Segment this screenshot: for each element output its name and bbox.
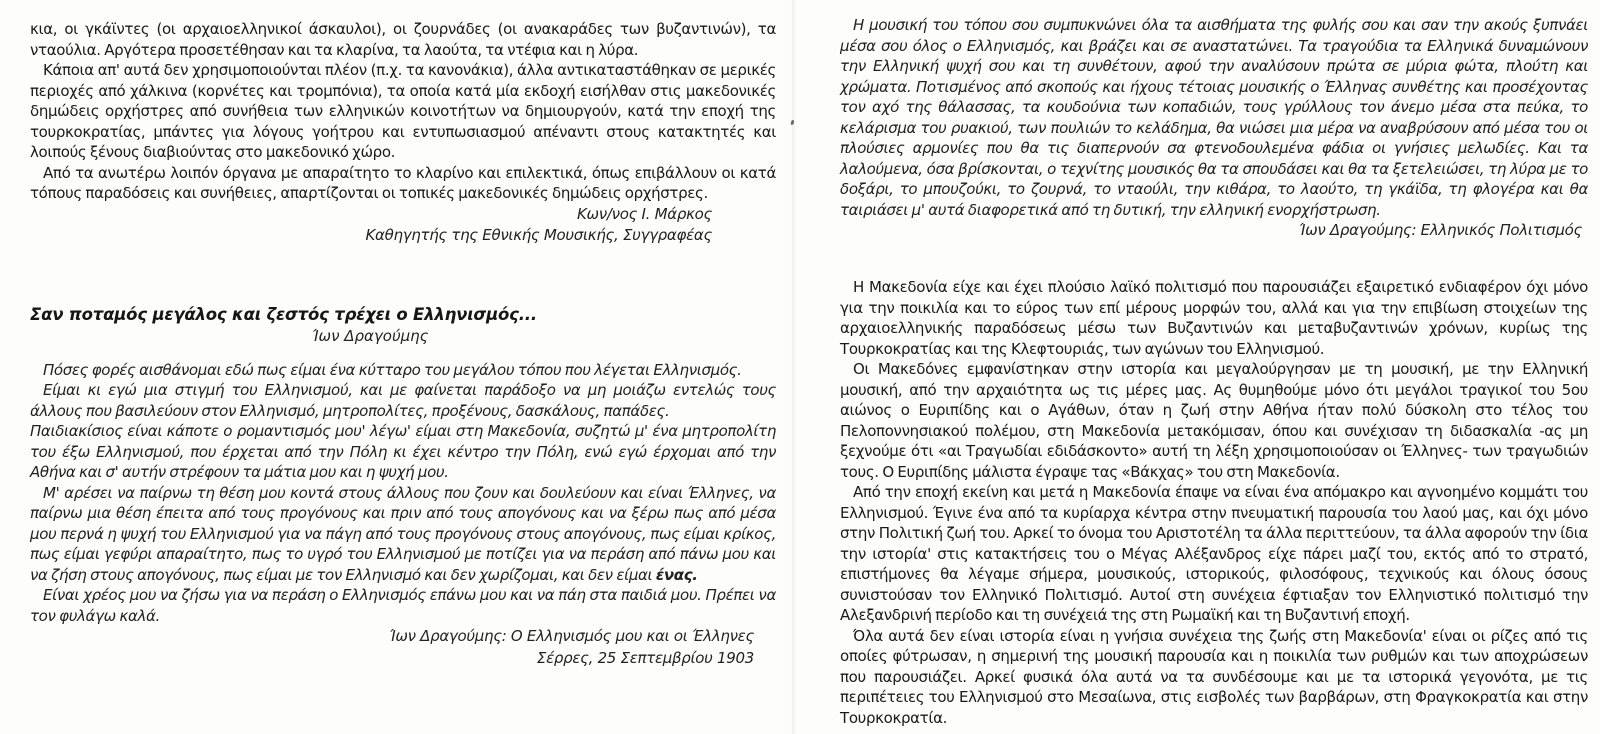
body-paragraph: Από την εποχή εκείνη και μετά η Μακεδονία έπαψε να είναι ένα απόμακρο και αγνοημένο κομμάτι του Ελληνισμού. Έγινε ένα από τα κυρίαρχα κέντρα στην πνευματική παρουσία του λαού μας, και όχι μόνο στην Πολιτική ζωή του. Αρκεί το όνομα του Αριστοτέλη τα άλλα περιττεύουν, τα άλλα αφορούν την ίδια την ιστορία' στις κατακτήσεις του ο Μέγας Αλέξανδρος είχε πάρει μαζί του, εκτός από το στρατό, επιστήμονες θα λέγαμε σήμερα, μουσικούς, ιστορικούς, φιλοσόφους, τεχνικούς και όλους όσους συνιστούσαν τον Ελληνικό Πολιτισμό. Αυτοί στη συνέχεια έφτιαξαν τον Ελληνιστικό πολιτισμό την Αλεξανδρινή περίοδο και τη συνέχειά της στη Ρωμαϊκή και τη Βυζαντινή εποχή. <box>840 483 1588 624</box>
quote-paragraph: Παιδιακίσιος είναι κάποτε ο ρομαντισμός μου' λέγω' είμαι στη Μακεδονία, συζητώ μ' ένα μητροπολίτη του έξω Ελληνισμού, που έρχεται από την Πόλη κι έχει κέντρο την Πόλη, ενώ εγώ έρχομαι από την Αθήνα και σ' αυτήν στρέφουν τα μάτια μου και η ψυχή μου. <box>30 422 776 481</box>
quote-paragraph: Πόσες φορές αισθάνομαι εδώ πως είμαι ένα κύτταρο του μεγάλου τόπου που λέγεται Ελληνισμός. <box>43 360 742 379</box>
quote-paragraph: Είμαι κι εγώ μια στιγμή του Ελληνισμού, και με φαίνεται παράδοξο να μη μοιάζω εντελώς τους άλλους που βασιλεύουν στον Ελληνισμό, μητροπολίτες, προξένους, δασκάλους, παπάδες. <box>30 381 776 420</box>
right-quote-paragraph: Η μουσική του τόπου σου συμπυκνώνει όλα τα αισθήματα της φυλής σου και σαν την ακούς ξυπνάει μέσα σου όλος ο Ελληνισμός, και βράζει και σε αναστατώνει. Τα τραγούδια τα Ελληνικά δυναμώνουν την Ελληνική ψυχή σου και τη συνθέτουν, αφού την αναλύσουν πρώτα σε μύρια φώτα, πλούτη και χρώματα. Ποτισμένος από σκοπούς και ήχους τέτοιας μουσικής ο Έλληνας συνθέτης και προσέχοντας τον αχό της θάλασσας, τα κουδούνια των κοπαδιών, τους γρύλλους τον άνεμο μέσα στα πεύκα, το κελάρισμα του ρυακιού, των πουλιών το κελάδημα, θα νιώσει μια μέρα να αναβρύσουν από μέσα του οι πλούσιες αρμονίες που θα τις διαπερνούν σα φτενοδουλεμένα φάδια οι γνήσιες μελωδίες. Και τα λαλούμενα, όσα βρίσκονται, ο τεχνίτης μουσικός θα τα σπουδάσει και θα τα ξετελειώσει, τη λύρα με το δοξάρι, το μπουζούκι, το ζουρνά, το νταούλι, την κιθάρα, το λαούτο, τη γκάϊδα, τη φλογέρα και θα ταιριάσει μ' αυτά διαφορετικά από τη δυτική, την ελληνική ενορχήστρωση. <box>840 16 1588 219</box>
body-paragraph: Οι Μακεδόνες εμφανίστηκαν στην ιστορία και μεγαλούργησαν με τη μουσική, με την Ελληνική μουσική, από την αρχαιότητα ως τις μέρες μας. Ας θυμηθούμε μόνο ότι μεγάλοι τραγικοί του 5ου αιώνος ο Ευριπίδης και ο Αγάθων, όταν η ζωή στην Αθήνα ήταν πολύ δύσκολη στο τέλος του Πελοποννησιακού πολέμου, στη Μακεδονία μετακόμισαν, όπου και συνέχισαν τη διδασκαλία -ας μη ξεχνούμε ότι «αι Τραγωδίαι εδιδάσκοντο» αυτή τη λέξη χρησιμοποιούσαν οι Έλληνες- των τραγωδιών τους. Ο Ευριπίδης μάλιστα έγραψε τας «Βάκχας» του στη Μακεδονία. <box>840 360 1588 481</box>
right-page <box>840 0 1588 728</box>
quote-paragraph: Είναι χρέος μου να ζήσω για να περάση ο Ελληνισμός επάνω μου και να πάη στα παιδιά μου. Πρέπει να τον φυλάγω καλά. <box>30 586 776 625</box>
intro-attribution-role: Καθηγητής της Εθνικής Μουσικής, Συγγραφέας <box>365 225 712 244</box>
left-page <box>30 0 776 669</box>
right-quote-attribution: Ίων Δραγούμης: Ελληνικός Πολιτισμός <box>1298 221 1582 239</box>
quote-place-date: Σέρρες, 25 Σεπτεμβρίου 1903 <box>536 648 754 667</box>
intro-paragraph: Από τα ανωτέρω λοιπόν όργανα με απαραίτητο το κλαρίνο και επιλεκτικά, όπως επιβάλλουν οι κατά τόπους παραδόσεις και συνήθειες, απαρτίζονται οι τοπικές μακεδονικές δημώδεις ορχήστρες. <box>30 163 776 202</box>
body-paragraph: Η Μακεδονία είχε και έχει πλούσιο λαϊκό πολιτισμό που παρουσιάζει εξαιρετικό ενδιαφέρον όχι μόνο για την ποικιλία και το εύρος των επί μέρους μορφών του, αλλά και για την επιβίωση στοιχείων της αρχαιοελληνικής παραδόσεως μέσω των Βυζαντινών και μεταβυζαντινών χρόνων, κυρίως της Τουρκοκρατίας και της Κλεφτουριάς, των αγώνων του Ελληνισμού. <box>840 278 1588 358</box>
page-gutter-fold <box>791 0 797 734</box>
intro-paragraph: κια, οι γκάϊντες (οι αρχαιοελληνικοί άσκαυλοι), οι ζουρνάδες (οι ανακαράδες των βυζαντινών), τα νταούλια. Αργότερα προσετέθησαν και τα κλαρίνα, τα λαούτα, τα ντέφια και η λύρα. <box>30 20 776 59</box>
intro-paragraph: Κάποια απ' αυτά δεν χρησιμοποιούνται πλέον (π.χ. τα κανονάκια), άλλα αντικαταστάθηκαν σε μερικές περιοχές από χάλκινα (κορνέτες και τρομπόνια), τα οποία κατά μία εκδοχή εισήλθαν στις μακεδονικές δημώδεις ορχήστρες από συνήθεια των ελληνικών κοινοτήτων να δημιουργούν, κατά την εποχή της τουρκοκρατίας, μπάντες για λόγους γοήτρου και εντυπωσιασμού απέναντι στους κατακτητές και λοιπούς ξένους διαβιούντας στο μακεδονικό χώρο. <box>30 61 776 161</box>
quote-paragraph <box>30 483 776 586</box>
quote-heading-author: Ίων Δραγούμης <box>312 326 429 345</box>
quote-emphasis: ένας. <box>655 565 698 584</box>
quote-paragraph-text: Μ' αρέσει να παίρνω τη θέση μου κοντά στους άλλους που ζουν και δουλεύουν και είναι Έλληνες, να παίρνω μια θέση έπειτα από τους προγόνους και πριν από τους απογόνους και να ξέρω πως από μέσα μου περνά η ψυχή του Ελληνισμού για να πάγη από τους προγόνους στους απογόνους, πως είμαι κρίκος, πως είμαι γεφύρι απαραίτητο, πως το υγρό του Ελληνισμού με ποτίζει για να περάση από πάνω μου και να ζήση στους απογόνους, πως είμαι με τον Ελληνισμό και δεν χωρίζομαι, και δεν είμαι <box>30 483 776 584</box>
body-paragraph: Όλα αυτά δεν είναι ιστορία είναι η γνήσια συνέχεια της ζωής στη Μακεδονία' είναι οι ρίζες από τις οποίες φύτρωσαν, η σημερινή της μουσική παρουσία και η ποικιλία των ρυθμών και των αποχρώσεων που παρουσιάζει. Αρκεί φυσικά όλα αυτά να τα συνδέσουμε και με τα ιστορικά γεγονότα, με τις περιπέτειες του Ελληνισμού στο Μεσαίωνα, στις εισβολές των βαρβάρων, στη Φραγκοκρατία και στην Τουρκοκρατία. <box>840 626 1588 727</box>
intro-attribution-name: Κων/νος Ι. Μάρκος <box>577 204 712 223</box>
quote-source: Ίων Δραγούμης: Ο Ελληνισμός μου και οι Έλληνες <box>389 627 754 645</box>
quote-heading: Σαν ποταμός μεγάλος και ζεστός τρέχει ο Ελληνισμός... <box>30 304 537 324</box>
quote-body <box>30 360 776 627</box>
